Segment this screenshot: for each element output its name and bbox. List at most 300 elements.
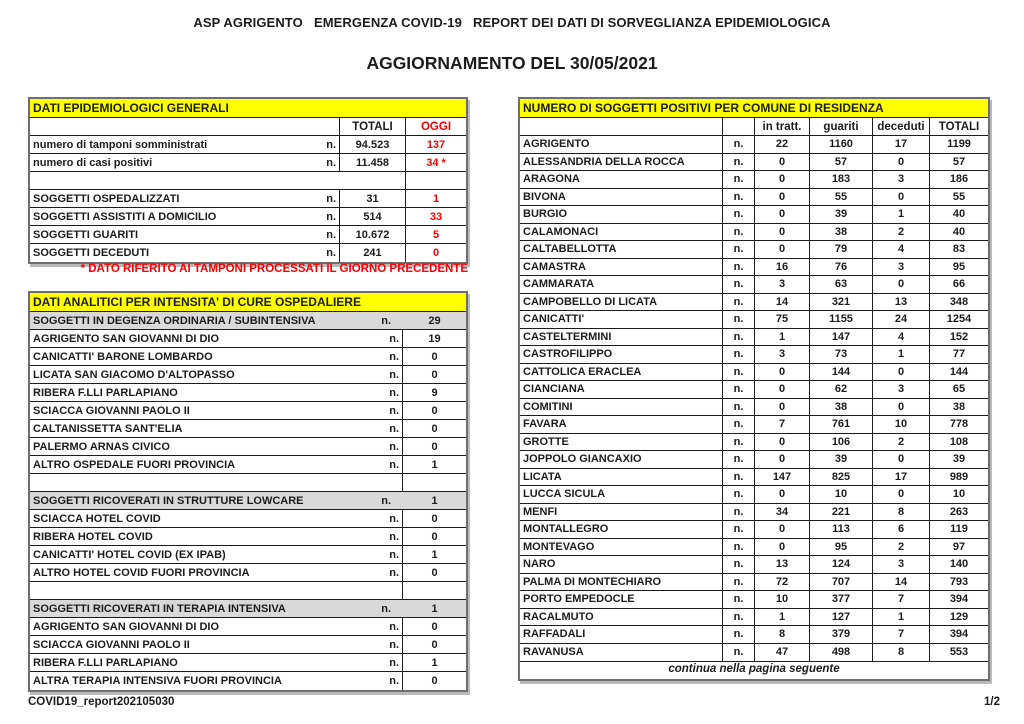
comune-totali-value: 1254: [946, 313, 972, 326]
n-label: n.: [723, 469, 755, 486]
n-label: n.: [723, 259, 755, 276]
positives-by-comune-table: [518, 97, 990, 681]
report-title: ASP AGRIGENTO EMERGENZA COVID-19 REPORT DEI DATI DI SORVEGLIANZA EPIDEMIOLOGICA: [193, 15, 831, 30]
comune-totali-value: 129: [949, 610, 969, 623]
row-label: SOGGETTI RICOVERATI IN STRUTTURE LOWCARE: [33, 494, 304, 507]
row-label: CANICATTI' BARONE LOMBARDO: [33, 350, 213, 363]
comune-guariti-value: 377: [810, 591, 873, 608]
comune-name: CALTABELLOTTA: [520, 241, 723, 258]
comune-deceduti-value: 7: [873, 626, 930, 643]
cure-row-row: [30, 420, 466, 438]
comune-deceduti-value: 17: [873, 136, 930, 153]
epi-row: [30, 226, 466, 244]
row-label: AGRIGENTO SAN GIOVANNI DI DIO: [33, 620, 219, 633]
comune-guariti-value: 73: [810, 346, 873, 363]
n-label: n.: [723, 609, 755, 626]
comune-deceduti-value: 0: [873, 189, 930, 206]
comune-guariti-value: 79: [810, 241, 873, 258]
row-label: ALTRO OSPEDALE FUORI PROVINCIA: [33, 458, 236, 471]
cure-row-value: 0: [431, 530, 438, 543]
n-label: n.: [389, 656, 399, 669]
comune-deceduti-value: 3: [873, 556, 930, 573]
epi-row: [30, 244, 466, 262]
comune-guariti-value: 221: [810, 504, 873, 521]
comune-guariti-value: 144: [810, 364, 873, 381]
cure-row-row: [30, 528, 466, 546]
epi-row-label-cell: [30, 154, 340, 171]
comune-deceduti-value: 4: [873, 241, 930, 258]
cure-row-row: [30, 438, 466, 456]
epi-row-oggi-value: 137: [426, 138, 446, 151]
n-label: n.: [389, 620, 399, 633]
comune-in-tratt-value: 0: [755, 539, 810, 556]
n-label: n.: [326, 228, 336, 241]
comune-name: CASTELTERMINI: [520, 329, 723, 346]
cure-row-label-cell: [30, 438, 403, 455]
n-label: n.: [381, 314, 391, 327]
cure-row-value: 0: [431, 404, 438, 417]
comune-deceduti-value: 3: [873, 381, 930, 398]
comune-name: CANICATTI': [520, 311, 723, 328]
n-label: n.: [723, 364, 755, 381]
comune-in-tratt-value: 0: [755, 364, 810, 381]
cure-row-label-cell: [30, 348, 403, 365]
comune-row: [520, 241, 988, 259]
comune-guariti-value: 95: [810, 539, 873, 556]
row-label: SOGGETTI RICOVERATI IN TERAPIA INTENSIVA: [33, 602, 286, 615]
n-label: n.: [723, 154, 755, 171]
n-label: n.: [389, 675, 399, 687]
comune-in-tratt-value: 0: [755, 171, 810, 188]
comune-guariti-value: 39: [810, 451, 873, 468]
comune-guariti-value: 76: [810, 259, 873, 276]
comune-guariti-value: 55: [810, 189, 873, 206]
comune-in-tratt-value: 3: [755, 346, 810, 363]
cure-row-row: [30, 456, 466, 474]
comune-totali-value: 140: [949, 558, 969, 571]
comune-guariti-value: 321: [810, 294, 873, 311]
cure-row-value: 0: [431, 620, 438, 633]
epi-row: [30, 190, 466, 208]
comune-totali-value: 39: [952, 453, 966, 466]
epi-blank-row: [30, 172, 466, 190]
comune-guariti-value: 38: [810, 399, 873, 416]
epi-row-totali-value: 514: [340, 208, 406, 225]
comune-in-tratt-value: 0: [755, 206, 810, 223]
comune-guariti-value: 379: [810, 626, 873, 643]
n-label: n.: [326, 192, 336, 205]
epi-row: [30, 136, 466, 154]
comune-name: RAVANUSA: [520, 644, 723, 662]
cure-row-label-cell: [30, 492, 403, 509]
comune-name: MONTEVAGO: [520, 539, 723, 556]
cure-row-label-cell: [30, 546, 403, 563]
cure-row-value: 19: [428, 332, 441, 345]
cure-row-value: 0: [431, 422, 438, 435]
cure-row-row: [30, 384, 466, 402]
comune-name: PORTO EMPEDOCLE: [520, 591, 723, 608]
comune-name: AGRIGENTO: [520, 136, 723, 153]
comune-deceduti-value: 24: [873, 311, 930, 328]
comune-totali-value: 66: [952, 278, 966, 291]
comune-guariti-value: 124: [810, 556, 873, 573]
n-label: n.: [723, 399, 755, 416]
comune-deceduti-value: 10: [873, 416, 930, 433]
n-label: n.: [723, 346, 755, 363]
comune-in-tratt-value: 72: [755, 574, 810, 591]
epi-row-totali-value: 10.672: [340, 226, 406, 243]
blank-cell: [403, 582, 466, 599]
cure-row-label-cell: [30, 618, 403, 635]
comune-in-tratt-value: 0: [755, 189, 810, 206]
cure-blank-row: [30, 582, 466, 600]
comune-name: RAFFADALI: [520, 626, 723, 643]
comune-guariti-value: 38: [810, 224, 873, 241]
n-label: n.: [389, 386, 399, 399]
row-label: ALTRO HOTEL COVID FUORI PROVINCIA: [33, 566, 250, 579]
comune-guariti-value: 10: [810, 486, 873, 503]
comune-row: [520, 609, 988, 627]
comune-totali-value: 40: [952, 225, 966, 238]
row-label: numero di tamponi somministrati: [33, 138, 208, 151]
comune-guariti-value: 761: [810, 416, 873, 433]
cure-row-label-cell: [30, 456, 403, 473]
cure-blank-row: [30, 474, 466, 492]
comune-deceduti-value: 3: [873, 171, 930, 188]
n-label: n.: [723, 206, 755, 223]
cure-row-value: 0: [431, 440, 438, 453]
comune-deceduti-value: 0: [873, 451, 930, 468]
comune-deceduti-value: 8: [873, 644, 930, 662]
n-label: n.: [389, 458, 399, 471]
comune-totali-value: 793: [949, 575, 969, 588]
blank-cell: [30, 172, 406, 189]
comune-in-tratt-value: 75: [755, 311, 810, 328]
n-label: n.: [723, 311, 755, 328]
cure-row-label-cell: [30, 312, 403, 329]
comune-in-tratt-value: 3: [755, 276, 810, 293]
row-label: SOGGETTI DECEDUTI: [33, 247, 150, 259]
cure-row-value: 0: [431, 675, 438, 687]
cure-row-label-cell: [30, 510, 403, 527]
comune-name: JOPPOLO GIANCAXIO: [520, 451, 723, 468]
comune-row: [520, 451, 988, 469]
epi-row-label-cell: [30, 208, 340, 225]
comune-name: ARAGONA: [520, 171, 723, 188]
comune-name: COMITINI: [520, 399, 723, 416]
cure-row-value: 0: [431, 638, 438, 651]
cure-row-value: 0: [431, 368, 438, 381]
comune-guariti-value: 1160: [810, 136, 873, 153]
comune-totali-value: 394: [949, 593, 969, 606]
comune-in-tratt-value: 7: [755, 416, 810, 433]
cure-row-row: [30, 510, 466, 528]
comune-row: [520, 329, 988, 347]
comune-row: [520, 399, 988, 417]
blank-cell: [403, 474, 466, 491]
document-id: COVID19_report202105030: [28, 696, 175, 708]
comune-name: CATTOLICA ERACLEA: [520, 364, 723, 381]
comune-row: [520, 171, 988, 189]
n-label: n.: [723, 434, 755, 451]
epi-header-totali: TOTALI: [340, 118, 406, 135]
comune-deceduti-value: 0: [873, 154, 930, 171]
comune-name: BIVONA: [520, 189, 723, 206]
comune-totali-value: 77: [952, 348, 966, 361]
report-subtitle: AGGIORNAMENTO DEL 30/05/2021: [366, 53, 658, 73]
cure-row-label-cell: [30, 420, 403, 437]
comune-in-tratt-value: 16: [755, 259, 810, 276]
n-label: n.: [389, 548, 399, 561]
cure-row-row: [30, 564, 466, 582]
comune-deceduti-value: 14: [873, 574, 930, 591]
blank-cell: [30, 582, 403, 599]
page-number: 1/2: [984, 696, 1000, 708]
comune-name: CAMMARATA: [520, 276, 723, 293]
n-label: n.: [326, 138, 336, 151]
n-label: n.: [723, 504, 755, 521]
comune-in-tratt-value: 0: [755, 486, 810, 503]
comune-guariti-value: 106: [810, 434, 873, 451]
comune-deceduti-value: 0: [873, 399, 930, 416]
row-label: SCIACCA GIOVANNI PAOLO II: [33, 638, 190, 651]
cure-row-value: 1: [431, 656, 438, 669]
comune-in-tratt-value: 0: [755, 451, 810, 468]
epi-row-totali-value: 241: [340, 244, 406, 262]
comune-deceduti-value: 2: [873, 224, 930, 241]
cure-row-label-cell: [30, 528, 403, 545]
comune-name: PALMA DI MONTECHIARO: [520, 574, 723, 591]
epi-row-oggi-value: 5: [432, 228, 440, 241]
comune-row: [520, 346, 988, 364]
row-label: ALTRA TERAPIA INTENSIVA FUORI PROVINCIA: [33, 675, 282, 687]
comune-row: [520, 206, 988, 224]
comune-deceduti-value: 0: [873, 276, 930, 293]
epi-row-oggi-value: 1: [432, 192, 440, 205]
comune-guariti-value: 147: [810, 329, 873, 346]
comune-row: [520, 504, 988, 522]
comune-deceduti-value: 3: [873, 259, 930, 276]
cure-row-label-cell: [30, 366, 403, 383]
row-label: LICATA SAN GIACOMO D'ALTOPASSO: [33, 368, 235, 381]
comune-name: FAVARA: [520, 416, 723, 433]
comune-deceduti-value: 1: [873, 206, 930, 223]
comuni-table-header-row: [520, 118, 988, 136]
n-label: n.: [326, 210, 336, 223]
n-label: n.: [389, 350, 399, 363]
comune-totali-value: 55: [952, 190, 966, 203]
row-label: CANICATTI' HOTEL COVID (EX IPAB): [33, 548, 226, 561]
n-label: n.: [723, 556, 755, 573]
comune-name: MONTALLEGRO: [520, 521, 723, 538]
comune-in-tratt-value: 1: [755, 329, 810, 346]
comune-guariti-value: 113: [810, 521, 873, 538]
comune-row: [520, 276, 988, 294]
row-label: PALERMO ARNAS CIVICO: [33, 440, 170, 453]
cure-row-row: [30, 654, 466, 672]
n-label: n.: [723, 591, 755, 608]
n-label: n.: [389, 512, 399, 525]
cure-row-row: [30, 618, 466, 636]
comune-in-tratt-value: 0: [755, 521, 810, 538]
comune-name: LUCCA SICULA: [520, 486, 723, 503]
n-label: n.: [723, 521, 755, 538]
cure-row-row: [30, 402, 466, 420]
comune-in-tratt-value: 13: [755, 556, 810, 573]
comune-in-tratt-value: 0: [755, 381, 810, 398]
epi-row-totali-value: 11.458: [340, 154, 406, 171]
epi-row: [30, 154, 466, 172]
comuni-header-in-tratt: in tratt.: [755, 118, 810, 135]
epi-row-label-cell: [30, 190, 340, 207]
comune-row: [520, 294, 988, 312]
comune-totali-value: 40: [952, 208, 966, 221]
comune-name: CAMPOBELLO DI LICATA: [520, 294, 723, 311]
comuni-table-continue-note: continua nella pagina seguente: [520, 661, 988, 679]
comune-in-tratt-value: 0: [755, 399, 810, 416]
comuni-header-guariti: guariti: [810, 118, 873, 135]
comune-totali-value: 263: [949, 505, 969, 518]
comune-deceduti-value: 8: [873, 504, 930, 521]
n-label: n.: [723, 416, 755, 433]
n-label: n.: [723, 574, 755, 591]
cure-section-row: [30, 492, 466, 510]
comune-name: MENFI: [520, 504, 723, 521]
cure-row-label-cell: [30, 654, 403, 671]
comune-in-tratt-value: 47: [755, 644, 810, 662]
n-label: n.: [723, 644, 755, 662]
comune-row: [520, 224, 988, 242]
comuni-header-n-cell: [723, 118, 755, 135]
n-label: n.: [723, 171, 755, 188]
epi-general-table: [28, 97, 468, 264]
row-label: SOGGETTI OSPEDALIZZATI: [33, 192, 180, 205]
comune-guariti-value: 707: [810, 574, 873, 591]
cure-row-label-cell: [30, 600, 403, 617]
comune-name: CAMASTRA: [520, 259, 723, 276]
cure-row-value: 1: [431, 548, 438, 561]
row-label: CALTANISSETTA SANT'ELIA: [33, 422, 183, 435]
comune-name: CASTROFILIPPO: [520, 346, 723, 363]
cure-row-row: [30, 366, 466, 384]
comune-deceduti-value: 0: [873, 486, 930, 503]
comune-totali-value: 57: [952, 155, 966, 168]
cure-row-label-cell: [30, 384, 403, 401]
comune-name: CIANCIANA: [520, 381, 723, 398]
n-label: n.: [326, 247, 336, 259]
cure-table-title: DATI ANALITICI PER INTENSITA' DI CURE OSPEDALIERE: [30, 293, 466, 312]
n-label: n.: [723, 189, 755, 206]
comune-deceduti-value: 1: [873, 346, 930, 363]
comune-row: [520, 259, 988, 277]
n-label: n.: [381, 494, 391, 507]
epi-table-header-row: [30, 118, 466, 136]
blank-cell: [406, 172, 466, 189]
comune-totali-value: 394: [949, 628, 969, 641]
comune-name: NARO: [520, 556, 723, 573]
comune-totali-value: 10: [952, 488, 966, 501]
comune-row: [520, 434, 988, 452]
comuni-table-title: NUMERO DI SOGGETTI POSITIVI PER COMUNE DI RESIDENZA: [520, 99, 988, 118]
comune-guariti-value: 62: [810, 381, 873, 398]
comune-totali-value: 83: [952, 243, 966, 256]
epi-row-totali-value: 31: [340, 190, 406, 207]
comune-in-tratt-value: 0: [755, 241, 810, 258]
epi-header-empty-cell: [30, 118, 340, 135]
comune-in-tratt-value: 1: [755, 609, 810, 626]
cure-row-row: [30, 636, 466, 654]
comune-in-tratt-value: 0: [755, 154, 810, 171]
n-label: n.: [723, 451, 755, 468]
comune-row: [520, 539, 988, 557]
row-label: SCIACCA GIOVANNI PAOLO II: [33, 404, 190, 417]
comune-row: [520, 626, 988, 644]
row-label: numero di casi positivi: [33, 156, 153, 169]
hospital-care-table: [28, 291, 468, 692]
epi-row-label-cell: [30, 226, 340, 243]
comune-totali-value: 152: [949, 330, 969, 343]
comune-totali-value: 144: [949, 365, 969, 378]
n-label: n.: [723, 136, 755, 153]
cure-row-label-cell: [30, 330, 403, 347]
cure-row-value: 1: [431, 458, 438, 471]
comune-totali-value: 1199: [947, 138, 971, 151]
comune-totali-value: 119: [950, 523, 968, 536]
n-label: n.: [723, 241, 755, 258]
comune-deceduti-value: 13: [873, 294, 930, 311]
n-label: n.: [326, 156, 336, 169]
row-label: RIBERA F.LLI PARLAPIANO: [33, 386, 178, 399]
cure-row-label-cell: [30, 564, 403, 581]
cure-row-label-cell: [30, 672, 403, 690]
cure-row-value: 0: [431, 512, 438, 525]
n-label: n.: [389, 422, 399, 435]
cure-row-row: [30, 330, 466, 348]
cure-row-label-cell: [30, 636, 403, 653]
n-label: n.: [723, 224, 755, 241]
n-label: n.: [723, 626, 755, 643]
comune-in-tratt-value: 14: [755, 294, 810, 311]
epi-table-note: * DATO RIFERITO AI TAMPONI PROCESSATI IL GIORNO PRECEDENTE: [80, 263, 468, 275]
comune-guariti-value: 1155: [810, 311, 873, 328]
comune-row: [520, 136, 988, 154]
n-label: n.: [389, 638, 399, 651]
comune-row: [520, 469, 988, 487]
comune-in-tratt-value: 10: [755, 591, 810, 608]
comune-row: [520, 416, 988, 434]
comune-row: [520, 189, 988, 207]
comune-row: [520, 591, 988, 609]
comune-row: [520, 311, 988, 329]
n-label: n.: [723, 486, 755, 503]
comune-name: GROTTE: [520, 434, 723, 451]
comune-deceduti-value: 6: [873, 521, 930, 538]
epi-row-totali-value: 94.523: [340, 136, 406, 153]
comune-row: [520, 364, 988, 382]
comune-name: LICATA: [520, 469, 723, 486]
comune-totali-value: 186: [949, 173, 969, 186]
comune-guariti-value: 498: [810, 644, 873, 662]
comune-guariti-value: 183: [810, 171, 873, 188]
comuni-rows: [520, 136, 988, 661]
epi-header-oggi: OGGI: [420, 120, 452, 133]
comune-guariti-value: 39: [810, 206, 873, 223]
row-label: SOGGETTI ASSISTITI A DOMICILIO: [33, 210, 217, 223]
cure-section-row: [30, 600, 466, 618]
comuni-header-empty-cell: [520, 118, 723, 135]
comune-deceduti-value: 0: [873, 364, 930, 381]
comune-totali-value: 108: [949, 435, 969, 448]
